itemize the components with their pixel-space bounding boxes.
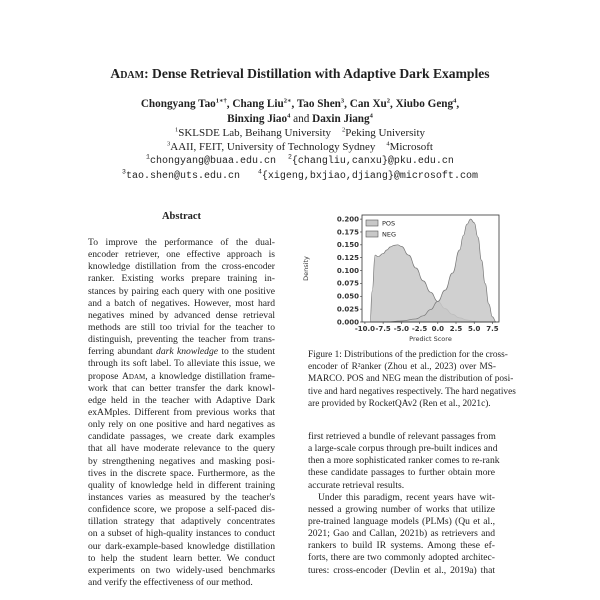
legend-swatch-neg — [366, 231, 378, 237]
caption-line: are provided by RocketQAv2 (Ren et al., 2021c). — [308, 398, 491, 409]
abstract-line: work that can better transfer the dark knowl- — [88, 382, 275, 394]
x-tick-label: 2.5 — [449, 325, 463, 333]
author-sup: 2 — [386, 97, 390, 105]
author-name: Binxing Jiao — [227, 113, 288, 125]
abstract-line: stances by pairing each query with one positive — [88, 285, 275, 297]
y-tick-label: 0.050 — [336, 292, 359, 301]
affil-sup: 3 — [167, 140, 171, 148]
body-line: these candidate passages to further obtain more — [308, 467, 495, 479]
caption-line: encoder of R²anker (Zhou et al., 2023) over MS- — [308, 362, 496, 373]
abstract-heading: Abstract — [161, 211, 202, 222]
paper-title: Adam: Dense Retrieval Distillation with Adaptive Dark Examples — [110, 66, 490, 81]
body-line: 2021; Gao and Callan, 2021b) as retrievers and — [308, 528, 495, 540]
authors-line-1: Chongyang Tao$^{1∗\dagger}$, Chang Liu$^{2∗}$, Tao Shen$^3$, Can Xu$^2$, Xiubo Geng$^4$, — [140, 97, 460, 110]
x-tick-label: 5.0 — [468, 325, 481, 333]
abstract-line: knowledge distillation from the cross-encoder — [88, 261, 275, 273]
x-tick-label: -10.0 — [354, 325, 376, 333]
y-tick-label: 0.175 — [336, 228, 359, 237]
affil-text: AAII, FEIT, University of Technology Sydney — [170, 141, 376, 153]
abstract-line: and verify the effectiveness of our method. — [88, 576, 253, 588]
caption-line: Figure 1: Distributions of the prediction for the cross- — [308, 350, 508, 360]
abstract-body — [88, 237, 275, 589]
y-tick-label: 0.150 — [336, 241, 359, 250]
x-tick-label: 0.0 — [431, 325, 444, 333]
x-tick-label: -2.5 — [411, 325, 428, 333]
affil-sup: 1 — [146, 153, 150, 161]
abstract-line: To improve the performance of the dual- — [88, 237, 275, 248]
y-tick-label: 0.100 — [336, 266, 359, 275]
caption-line: tive and hard negatives respectively. The hard negatives — [308, 386, 516, 397]
body-line: tures: cross-encoder (Devlin et al., 2019a) that — [308, 564, 495, 576]
affil-text: Microsoft — [389, 141, 433, 153]
author-sup: 1∗† — [215, 97, 227, 105]
x-axis-label: Predict Score — [409, 335, 452, 343]
affil-text: chongyang@buaa.edu.cn — [149, 156, 276, 167]
abstract-line: candidate passages, we create dark examples — [88, 431, 275, 443]
x-tick-label: 7.5 — [486, 325, 499, 333]
author-sup: 4 — [453, 97, 457, 105]
body-line: a large-scale corpus through pre-built indices and — [308, 443, 498, 455]
body-line: then a more sophisticated ranker comes to re-rank — [308, 455, 500, 467]
abstract-line: by strengthening negatives and masking posi- — [88, 455, 275, 467]
abstract-line: propose Adam, a knowledge distillation frame- — [88, 370, 275, 382]
affil-sup: 3 — [122, 168, 126, 176]
abstract-line: ranker. Existing works prepare training in- — [88, 273, 275, 285]
abstract-line: encoder retriever, one effective approach is — [88, 249, 275, 261]
x-tick-label: -5.0 — [393, 325, 410, 333]
body-line: accurate retrieval results. — [308, 479, 405, 491]
x-tick-label: -7.5 — [375, 325, 391, 333]
body-line: rankers to build IR systems. Among these ef- — [308, 540, 495, 552]
abstract-line: on a subset of high-quality instances to conduct — [88, 528, 275, 540]
body-line: forts, there are two commonly adopted architec- — [308, 552, 495, 564]
abstract-line: exAMples. Different from previous works that — [88, 406, 275, 418]
emails-line-1 — [0, 153, 600, 167]
affil-sup: 2 — [288, 153, 292, 161]
affil-text: tao.shen@uts.edu.cn — [125, 171, 240, 182]
legend-label-pos: POS — [382, 219, 396, 228]
abstract-line: through its soft label. To alleviate this issue, we — [88, 358, 275, 370]
abstract-line: tives in the discrete space. Furthermore, as the — [88, 467, 275, 479]
abstract-line: quality of knowledge held in different training — [88, 479, 275, 491]
author-name: Xiubo Geng — [395, 98, 454, 110]
author-name: Tao Shen — [296, 98, 341, 110]
affil-sup: 4 — [258, 168, 262, 176]
y-tick-label: 0.025 — [336, 305, 359, 314]
legend-swatch-pos — [366, 220, 378, 226]
abstract-line: and a batch of negatives. However, most hard — [88, 297, 275, 309]
abstract-line: negatives mined by advanced dense retrieval — [88, 309, 275, 321]
body-text-right — [308, 431, 500, 577]
affil-sup: 4 — [386, 140, 390, 148]
affil-text: SKLSDE Lab, Beihang University — [178, 127, 331, 139]
y-tick-label: 0.125 — [336, 253, 359, 262]
y-axis-label: Density — [302, 256, 310, 281]
abstract-line: experiments on two widely-used benchmarks — [88, 564, 275, 576]
caption-line: MARCO. POS and NEG mean the distribution of posi- — [308, 374, 514, 385]
author-name: Daxin Jiang — [312, 113, 370, 125]
figure-caption — [308, 349, 516, 410]
affil-text: {xigeng,bxjiao,djiang}@microsoft.com — [261, 171, 478, 182]
and-text: and — [290, 113, 313, 125]
y-tick-label: 0.075 — [336, 279, 359, 288]
y-tick-label: 0.200 — [336, 215, 359, 224]
abstract-line: distinguish, preventing the teacher from trans- — [88, 334, 275, 346]
emphasis: dark knowledge — [156, 346, 218, 358]
affil-sup: 1 — [174, 126, 179, 134]
y-tick-label: 0.000 — [336, 318, 359, 327]
abstract-line: tillation strategy that adaptively concentrates — [88, 516, 275, 528]
body-line: first retrieved a bundle of relevant passages from — [308, 431, 496, 442]
abstract-line: methods are still too trivial for the teacher to — [88, 321, 275, 333]
abstract-line: that all have moderate relevance to the query — [88, 443, 275, 455]
method-name: Adam — [121, 370, 146, 382]
affiliations-line-2 — [0, 141, 600, 153]
body-line: Under this paradigm, recent years have wit- — [318, 491, 495, 503]
author-name: Chang Liu — [232, 98, 284, 110]
legend-label-neg: NEG — [382, 230, 397, 239]
author-name: Can Xu — [349, 98, 387, 110]
affil-text: {changliu,canxu}@pku.edu.cn — [291, 156, 454, 167]
abstract-line: edge held in the teacher with Adaptive Dark — [88, 394, 275, 406]
abstract-line: instances varies as measured by the teacher's — [88, 491, 275, 503]
density-chart — [300, 205, 500, 345]
abstract-line: confidence score, we propose a self-paced dis- — [88, 504, 275, 516]
affiliations-line-1 — [0, 127, 600, 139]
affil-sup: 2 — [342, 126, 346, 134]
author-sup: 4 — [287, 112, 291, 120]
body-line: nessed a growing number of works that utilize — [308, 503, 495, 515]
author-name: Chongyang Tao — [140, 98, 216, 110]
emails-line-2 — [0, 168, 600, 182]
abstract-line: ferring abundant dark knowledge to the student — [88, 346, 275, 358]
author-sup: 3 — [340, 97, 345, 105]
abstract-line: only rely on one positive and hard negatives as — [88, 419, 275, 431]
author-sup: 4 — [369, 112, 373, 120]
abstract-line: our dark-example-based knowledge distillation — [88, 540, 275, 552]
author-sup: 2∗ — [283, 97, 292, 105]
body-line: pre-trained language models (PLMs) (Qu et al., — [308, 515, 495, 527]
authors-line-2 — [0, 113, 600, 125]
affil-text: Peking University — [345, 127, 425, 139]
abstract-line: to help the student learn better. We conduct — [88, 552, 275, 564]
